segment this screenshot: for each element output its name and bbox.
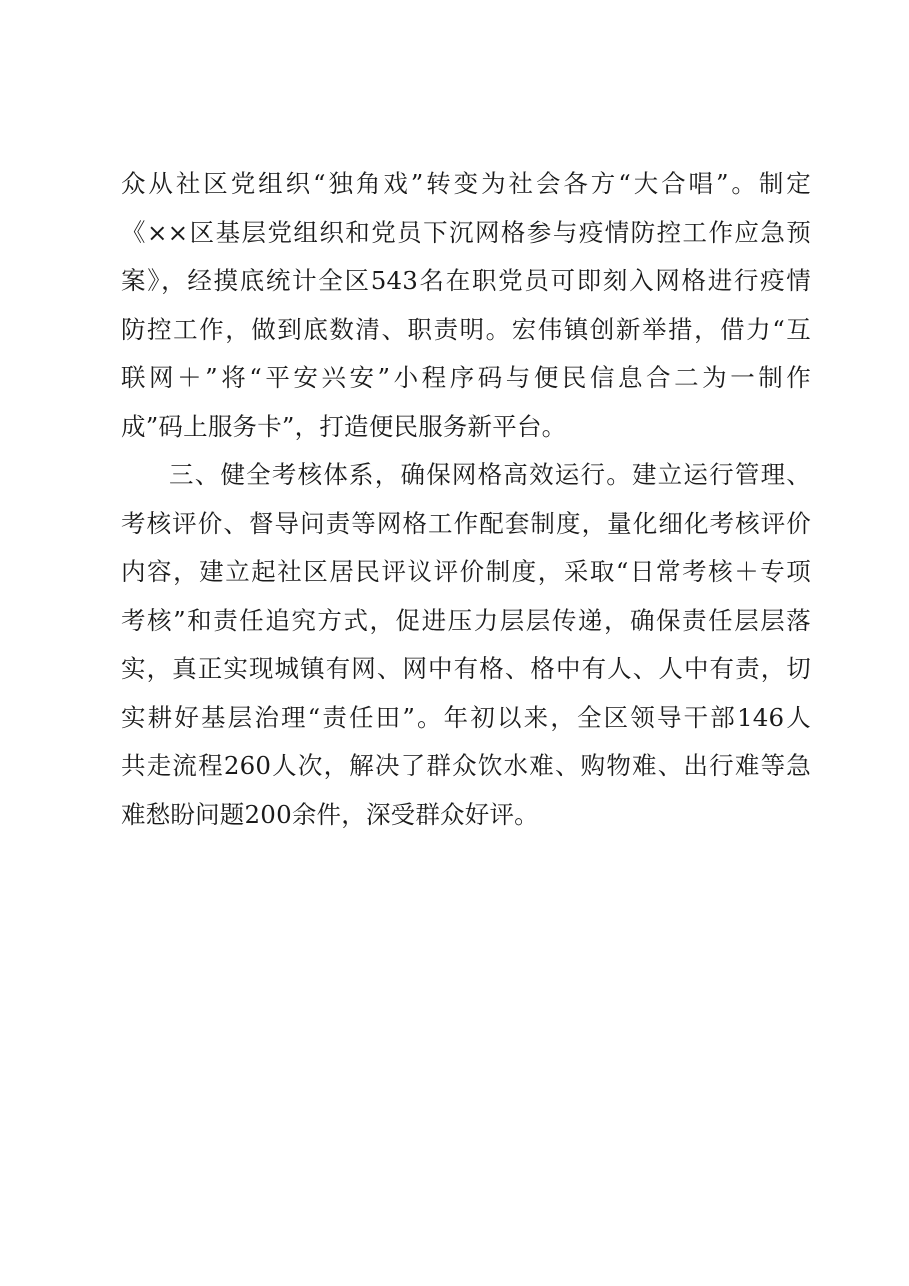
text-line: 内容，建立起社区居民评议评价制度，采取“日常考核＋专项 bbox=[121, 557, 811, 586]
document-body bbox=[121, 160, 811, 839]
text-line: 实，真正实现城镇有网、网中有格、格中有人、人中有责，切 bbox=[121, 654, 811, 683]
text-line: 众从社区党组织“独角戏”转变为社会各方“大合唱”。制定 bbox=[121, 169, 811, 198]
text-line: 案》，经摸底统计全区543名在职党员可即刻入网格进行疫情 bbox=[121, 266, 811, 295]
text-line: 三、健全考核体系，确保网格高效运行。建立运行管理、 bbox=[169, 460, 811, 489]
text-line: 难愁盼问题200余件，深受群众好评。 bbox=[121, 799, 539, 829]
text-line: 考核评价、督导问责等网格工作配套制度，量化细化考核评价 bbox=[121, 508, 811, 538]
text-line: 防控工作，做到底数清、职责明。宏伟镇创新举措，借力“互 bbox=[121, 314, 811, 344]
text-line: 共走流程260人次，解决了群众饮水难、购物难、出行难等急 bbox=[121, 751, 811, 780]
text-line: 考核”和责任追究方式，促进压力层层传递，确保责任层层落 bbox=[121, 605, 811, 635]
paragraph-1 bbox=[121, 160, 811, 451]
paragraph-2 bbox=[121, 451, 811, 839]
text-line: 《××区基层党组织和党员下沉网格参与疫情防控工作应急预 bbox=[121, 217, 811, 247]
text-line: 实耕好基层治理“责任田”。年初以来，全区领导干部146人 bbox=[121, 702, 811, 732]
text-line: 成”码上服务卡”，打造便民服务新平台。 bbox=[121, 411, 567, 441]
text-line: 联网＋”将“平安兴安”小程序码与便民信息合二为一制作 bbox=[121, 363, 811, 392]
